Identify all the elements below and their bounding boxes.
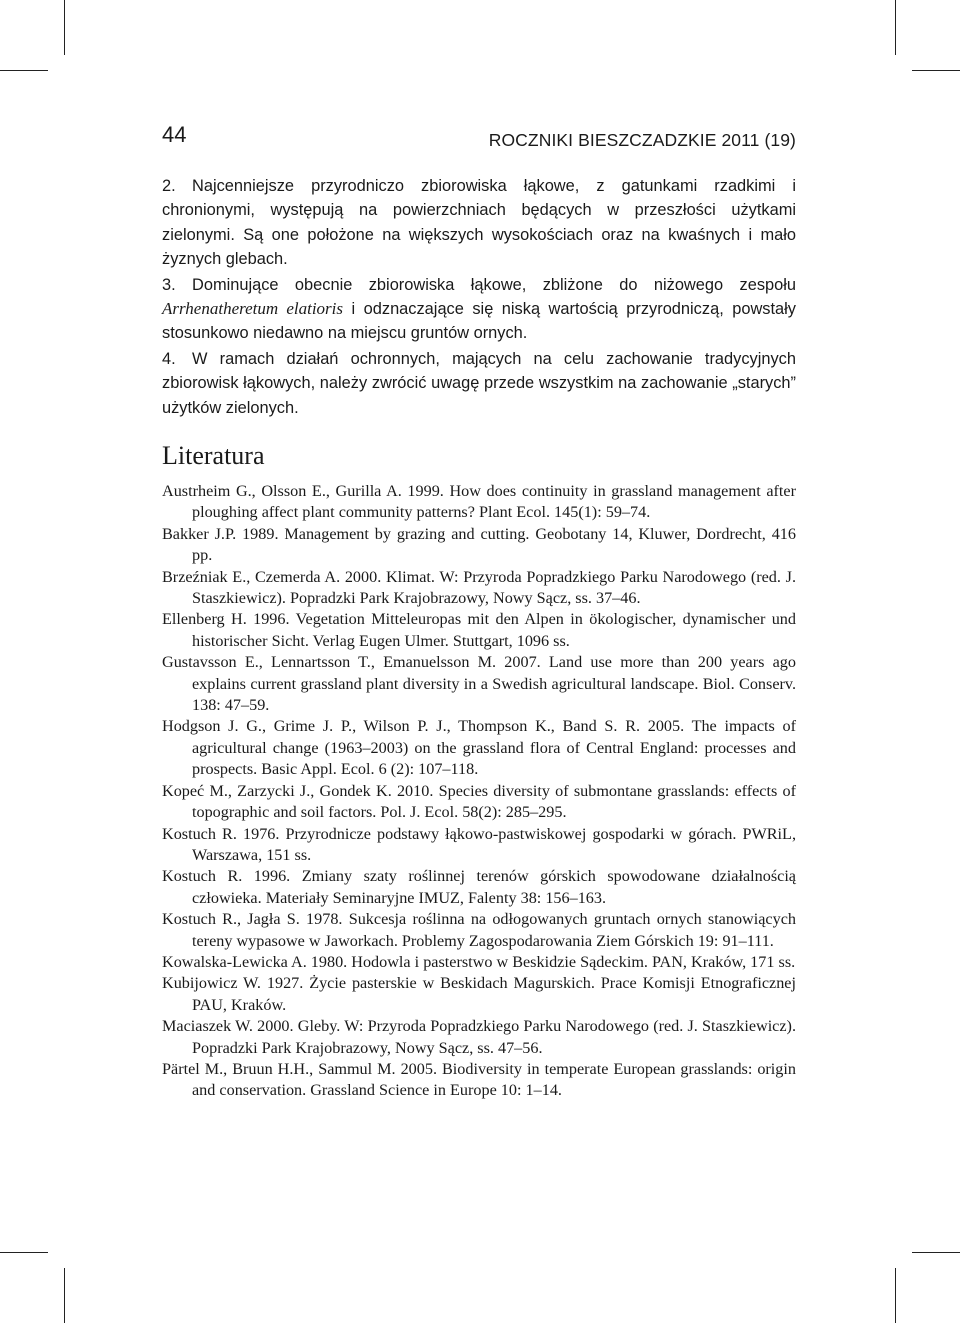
reference-entry: Kubijowicz W. 1927. Życie pasterskie w Beskidach Magurskich. Prace Komisji Etnograficznej PAU, Kraków. xyxy=(162,974,796,1014)
crop-mark xyxy=(895,0,896,55)
journal-title: ROCZNIKI BIESZCZADZKIE 2011 (19) xyxy=(488,130,796,150)
crop-mark xyxy=(64,1268,65,1323)
reference-entry: Kostuch R. 1996. Zmiany szaty roślinnej terenów górskich spowodowane działalnością człowieka. Materiały Seminaryjne IMUZ, Falenty 38: 156–163. xyxy=(162,867,796,907)
conclusion-item xyxy=(162,347,796,420)
species-name: Arrhenatheretum elatioris xyxy=(162,298,344,318)
conclusion-item xyxy=(162,174,796,271)
reference-entry: Kostuch R., Jagła S. 1978. Sukcesja roślinna na odłogowanych gruntach ornych stanowiących tereny wypasowe w Jaworkach. Problemy Zagospodarowania Ziem Górskich 19: 91–111. xyxy=(162,910,796,950)
reference-entry: Gustavsson E., Lennartsson T., Emanuelsson M. 2007. Land use more than 200 years ago explains current grassland plant diversity in a Swedish agricultural landscape. Biol. Conserv. 138: 47–59. xyxy=(162,653,796,715)
reference-entry: Bakker J.P. 1989. Management by grazing and cutting. Geobotany 14, Kluwer, Dordrecht, 416 pp. xyxy=(162,524,796,565)
page-number: 44 xyxy=(162,122,187,147)
literature-heading: Literatura xyxy=(162,441,265,470)
conclusions-list xyxy=(162,174,796,421)
crop-mark xyxy=(912,70,960,71)
reference-entry: Ellenberg H. 1996. Vegetation Mitteleuropas mit den Alpen in ökologischer, dynamischer und historischer Sicht. Verlag Eugen Ulmer. Stuttgart, 1096 ss. xyxy=(162,610,796,650)
item-text: i odznaczające się niską wartością przyrodniczą, powstały stosunkowo niedawno na miejscu gruntów ornych. xyxy=(162,299,797,343)
reference-entry: Brzeźniak E., Czemerda A. 2000. Klimat. W: Przyroda Popradzkiego Parku Narodowego (red. J. Staszkiewicz). Popradzki Park Krajobrazowy, Nowy Sącz, ss. 37–46. xyxy=(162,567,796,608)
crop-mark xyxy=(0,1252,48,1253)
reference-entry: Kowalska-Lewicka A. 1980. Hodowla i pasterstwo w Beskidzie Sądeckim. PAN, Kraków, 171 ss. xyxy=(162,952,796,971)
reference-entry: Pärtel M., Bruun H.H., Sammul M. 2005. Biodiversity in temperate European grasslands: origin and conservation. Grassland Science in Europe 10: 1–14. xyxy=(162,1059,796,1100)
item-text: Dominujące obecnie zbiorowiska łąkowe, zbliżone do niżowego zespołu xyxy=(192,275,796,294)
reference-entry: Maciaszek W. 2000. Gleby. W: Przyroda Popradzkiego Parku Narodowego (red. J. Staszkiewicz). Popradzki Park Krajobrazowy, Nowy Sącz, ss. 47–56. xyxy=(162,1017,796,1057)
item-text: Najcenniejsze przyrodniczo zbiorowiska łąkowe, z gatunkami rzadkimi i chronionymi, występują na powierzchniach będących w przeszłości użytkami zielonymi. Są one położone na większych wysokościach oraz na kwaśnych i mało żyznych glebach. xyxy=(162,177,796,268)
crop-mark xyxy=(912,1252,960,1253)
reference-entry: Kostuch R. 1976. Przyrodnicze podstawy łąkowo-pastwiskowej gospodarki w górach. PWRiL, Warszawa, 151 ss. xyxy=(162,824,796,864)
reference-entry: Austrheim G., Olsson E., Gurilla A. 1999. How does continuity in grassland management after ploughing affect plant community patterns? Plant Ecol. 145(1): 59–74. xyxy=(162,482,796,522)
item-number: 3. xyxy=(162,275,176,294)
item-number: 2. xyxy=(162,177,176,195)
running-header xyxy=(162,118,796,158)
reference-entry: Hodgson J. G., Grime J. P., Wilson P. J., Thompson K., Band S. R. 2005. The impacts of agricultural change (1963–2003) on the grassland flora of Central England: processes and prospects. Basic Appl. Ecol. 6 (2): 107–118. xyxy=(162,717,796,779)
reference-list xyxy=(162,481,796,1102)
crop-mark xyxy=(0,70,48,71)
item-text: W ramach działań ochronnych, mających na celu zachowanie tradycyjnych zbiorowisk łąkowych, należy zwrócić uwagę przede wszystkim na zachowanie „starych” użytków zielonych. xyxy=(162,350,796,417)
conclusion-item xyxy=(162,273,796,346)
crop-mark xyxy=(895,1268,896,1323)
reference-entry: Kopeć M., Zarzycki J., Gondek K. 2010. Species diversity of submontane grasslands: effects of topographic and soil factors. Pol. J. Ecol. 58(2): 285–295. xyxy=(162,781,796,822)
crop-mark xyxy=(64,0,65,55)
item-number: 4. xyxy=(162,350,176,369)
